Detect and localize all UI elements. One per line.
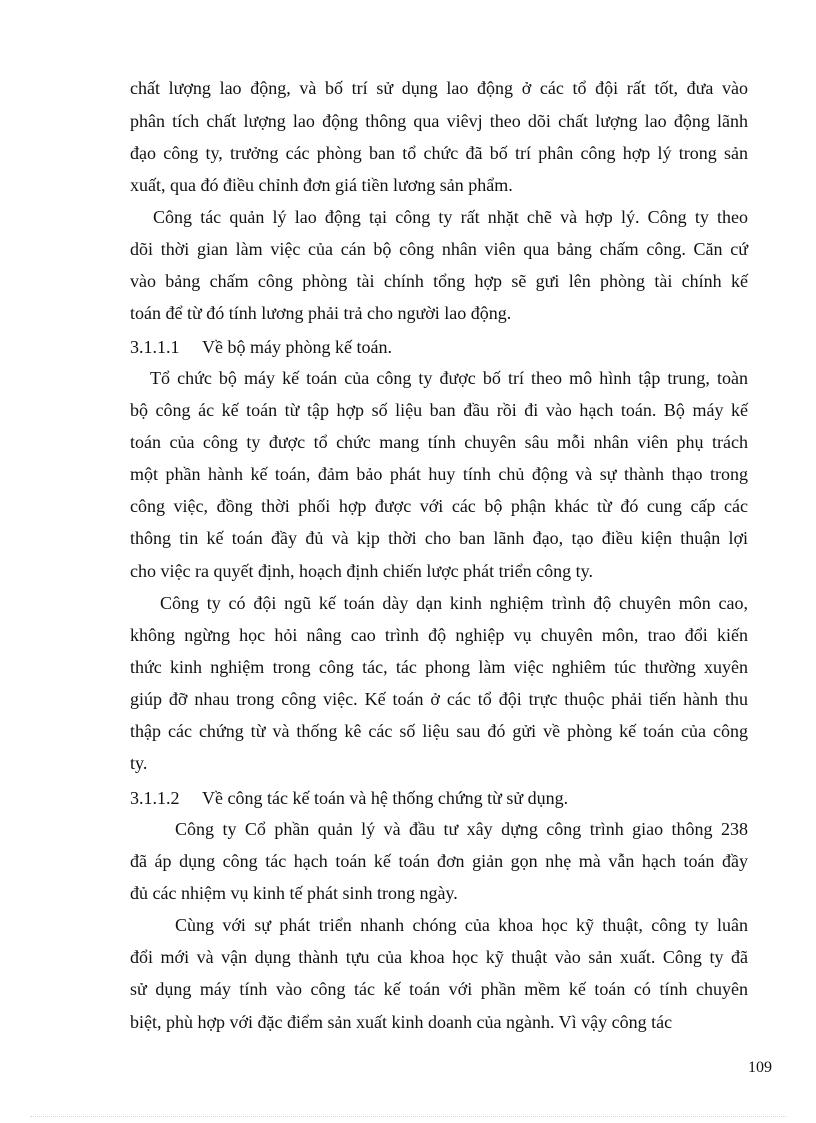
paragraph-4-line-3: thức kinh nghiệm trong công tác, tác phong làm việc nghiêm túc thường xuyên — [130, 657, 748, 677]
section-title: Về công tác kế toán và hệ thống chứng từ sử dụng. — [202, 788, 569, 808]
section-heading-3-1-1-1 — [130, 335, 392, 359]
paragraph-3-line-5: công việc, đồng thời phối hợp được với các bộ phận khác từ đó cung cấp các — [130, 496, 748, 516]
paragraph-2-line-4: toán để từ đó tính lương phải trả cho người lao động. — [130, 303, 512, 323]
paragraph-3-line-3: toán của công ty được tổ chức mang tính chuyên sâu mỗi nhân viên phụ trách — [130, 432, 748, 452]
section-heading-3-1-1-2 — [130, 786, 568, 810]
paragraph-3-line-6: thông tin kế toán đầy đủ và kịp thời cho ban lãnh đạo, tạo điều kiện thuận lợi — [130, 528, 748, 548]
paragraph-2-line-2: dõi thời gian làm việc của cán bộ công nhân viên qua bảng chấm công. Căn cứ — [130, 239, 748, 259]
paragraph-5-line-3: đủ các nhiệm vụ kinh tế phát sinh trong ngày. — [130, 883, 458, 903]
paragraph-5-line-2: đã áp dụng công tác hạch toán kế toán đơn giản gọn nhẹ mà vẫn hạch toán đầy — [130, 851, 748, 871]
paragraph-4-line-1: Công ty có đội ngũ kế toán dày dạn kinh nghiệm trình độ chuyên môn cao, — [160, 593, 748, 613]
paragraph-2-line-1: Công tác quản lý lao động tại công ty rất nhặt chẽ và hợp lý. Công ty theo — [153, 207, 748, 227]
paragraph-6-line-2: đổi mới và vận dụng thành tựu của khoa học kỹ thuật vào sản xuất. Công ty đã — [130, 947, 748, 967]
paragraph-4-line-2: không ngừng học hỏi nâng cao trình độ nghiệp vụ chuyên môn, trao đổi kiến — [130, 625, 748, 645]
section-number: 3.1.1.1 — [130, 337, 180, 357]
paragraph-1-line-1: chất lượng lao động, và bố trí sử dụng lao động ở các tổ đội rất tốt, đưa vào — [130, 78, 748, 98]
paragraph-3-line-4: một phần hành kế toán, đảm bảo phát huy tính chủ động và sự thành thạo trong — [130, 464, 748, 484]
paragraph-1-line-3: đạo công ty, trưởng các phòng ban tổ chức đã bố trí phân công hợp lý trong sản — [130, 143, 748, 163]
paragraph-4-line-6: ty. — [130, 753, 148, 773]
paragraph-6-line-3: sử dụng máy tính vào công tác kế toán với phần mềm kế toán có tính chuyên — [130, 979, 748, 999]
page-number: 109 — [748, 1059, 772, 1076]
paragraph-1-line-2: phân tích chất lượng lao động thông qua viêvj theo dõi chất lượng lao động lãnh — [130, 111, 748, 131]
paragraph-3-line-1: Tổ chức bộ máy kế toán của công ty được bố trí theo mô hình tập trung, toàn — [150, 368, 748, 388]
paragraph-4-line-4: giúp đỡ nhau trong công việc. Kế toán ở các tổ đội trực thuộc phải tiến hành thu — [130, 689, 748, 709]
paragraph-2-line-3: vào bảng chấm công phòng tài chính tổng hợp sẽ gưi lên phòng tài chính kế — [130, 271, 748, 291]
section-title: Về bộ máy phòng kế toán. — [202, 337, 392, 357]
paragraph-6-line-4: biệt, phù hợp với đặc điểm sản xuất kinh doanh của ngành. Vì vậy công tác — [130, 1012, 673, 1032]
paragraph-3-line-7: cho việc ra quyết định, hoạch định chiến lược phát triển công ty. — [130, 561, 593, 581]
paragraph-1-line-4: xuất, qua đó điều chỉnh đơn giá tiền lương sản phẩm. — [130, 175, 513, 195]
paragraph-4-line-5: thập các chứng từ và thống kê các số liệu sau đó gửi về phòng kế toán của công — [130, 721, 748, 741]
paragraph-6-line-1: Cùng với sự phát triển nhanh chóng của khoa học kỹ thuật, công ty luân — [175, 915, 748, 935]
paragraph-3-line-2: bộ công ác kế toán từ tập hợp số liệu ban đầu rồi đi vào hạch toán. Bộ máy kế — [130, 400, 748, 420]
paragraph-5-line-1: Công ty Cổ phần quản lý và đầu tư xây dựng công trình giao thông 238 — [175, 819, 748, 839]
section-number: 3.1.1.2 — [130, 788, 180, 808]
footer-divider — [30, 1116, 786, 1117]
